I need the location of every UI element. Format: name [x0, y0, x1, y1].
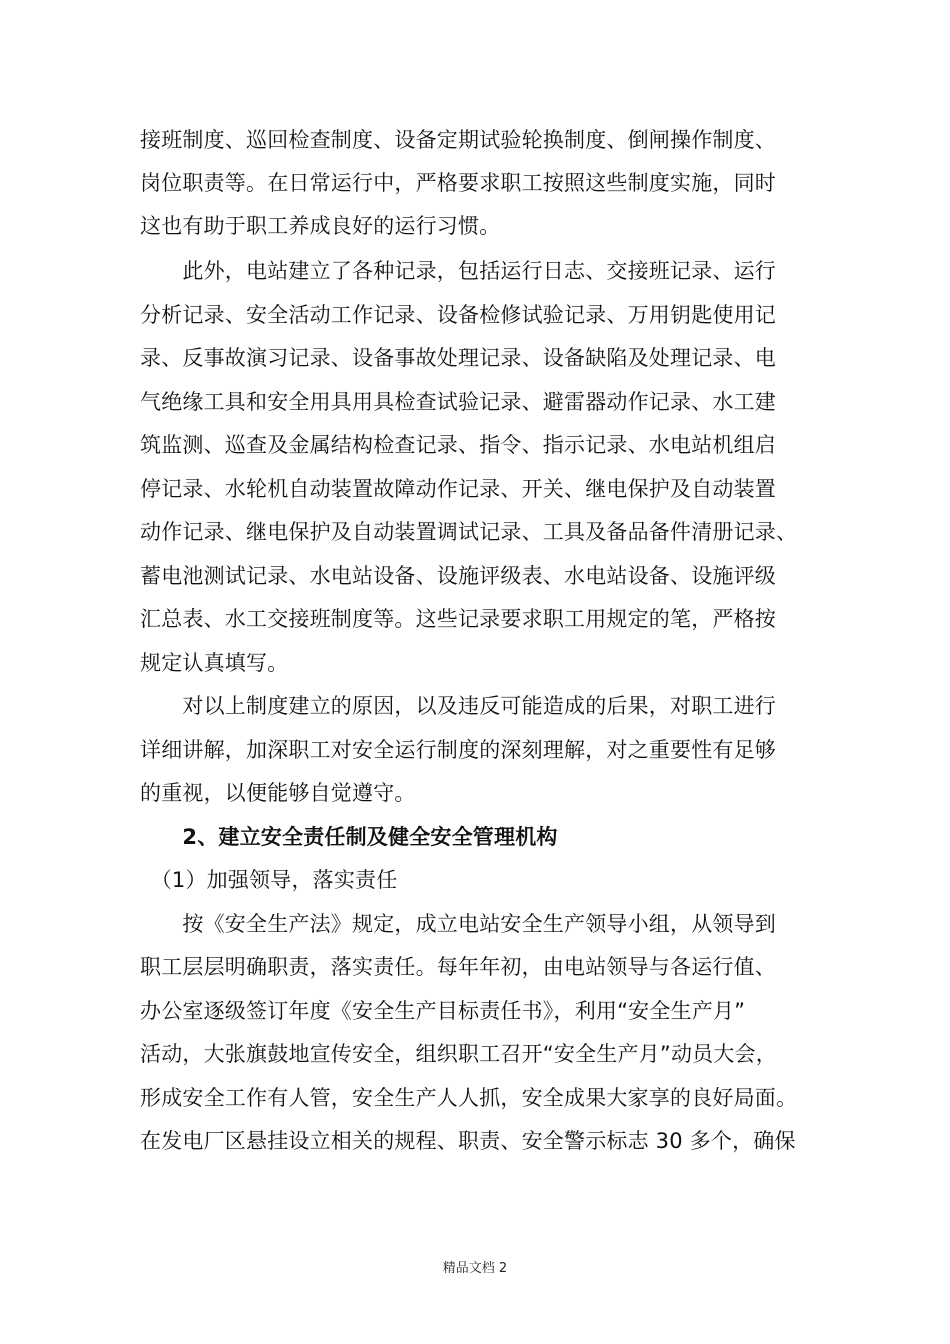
text-line: 规定认真填写。	[140, 651, 289, 675]
text-line: 详细讲解，加深职工对安全运行制度的深刻理解，对之重要性有足够	[140, 738, 776, 762]
text-line: 对以上制度建立的原因，以及违反可能造成的后果，对职工进行	[140, 694, 776, 718]
text-line: 动作记录、继电保护及自动装置调试记录、工具及备品备件清册记录、	[140, 520, 798, 544]
text-line: 按《安全生产法》规定，成立电站安全生产领导小组，从领导到	[140, 912, 776, 936]
text-line: 汇总表、水工交接班制度等。这些记录要求职工用规定的笔，严格按	[140, 607, 776, 631]
text-line: 岗位职责等。在日常运行中，严格要求职工按照这些制度实施，同时	[140, 171, 776, 195]
text-line: 这也有助于职工养成良好的运行习惯。	[140, 214, 501, 238]
text-line: 办公室逐级签订年度《安全生产目标责任书》，利用“安全生产月”	[140, 999, 746, 1023]
text-line: 接班制度、巡回检查制度、设备定期试验轮换制度、倒闸操作制度、	[140, 128, 776, 152]
text-line: 职工层层明确职责，落实责任。每年年初，由电站领导与各运行值、	[140, 955, 776, 979]
text-line: 蓄电池测试记录、水电站设备、设施评级表、水电站设备、设施评级	[140, 564, 776, 588]
subsection-heading: （1）加强领导，落实责任	[140, 868, 398, 892]
text-line: 此外，电站建立了各种记录，包括运行日志、交接班记录、运行	[140, 259, 776, 283]
text-line: 气绝缘工具和安全用具用具检查试验记录、避雷器动作记录、水工建	[140, 390, 776, 414]
text-line: 分析记录、安全活动工作记录、设备检修试验记录、万用钥匙使用记	[140, 303, 776, 327]
text-line: 的重视，以便能够自觉遵守。	[140, 781, 416, 805]
text-line: 形成安全工作有人管，安全生产人人抓，安全成果大家享的良好局面。	[140, 1086, 798, 1110]
text-line: 活动，大张旗鼓地宣传安全，组织职工召开“安全生产月”动员大会，	[140, 1042, 777, 1066]
text-line: 停记录、水轮机自动装置故障动作记录、开关、继电保护及自动装置	[140, 477, 776, 501]
text-line: 筑监测、巡查及金属结构检查记录、指令、指示记录、水电站机组启	[140, 433, 776, 457]
page-footer: 精品文档 2	[442, 1261, 508, 1276]
text-line: 录、反事故演习记录、设备事故处理记录、设备缺陷及处理记录、电	[140, 346, 776, 370]
section-heading: 2、建立安全责任制及健全安全管理机构	[140, 825, 558, 849]
text-line: 在发电厂区悬挂设立相关的规程、职责、安全警示标志 30 多个，确保	[140, 1129, 796, 1153]
